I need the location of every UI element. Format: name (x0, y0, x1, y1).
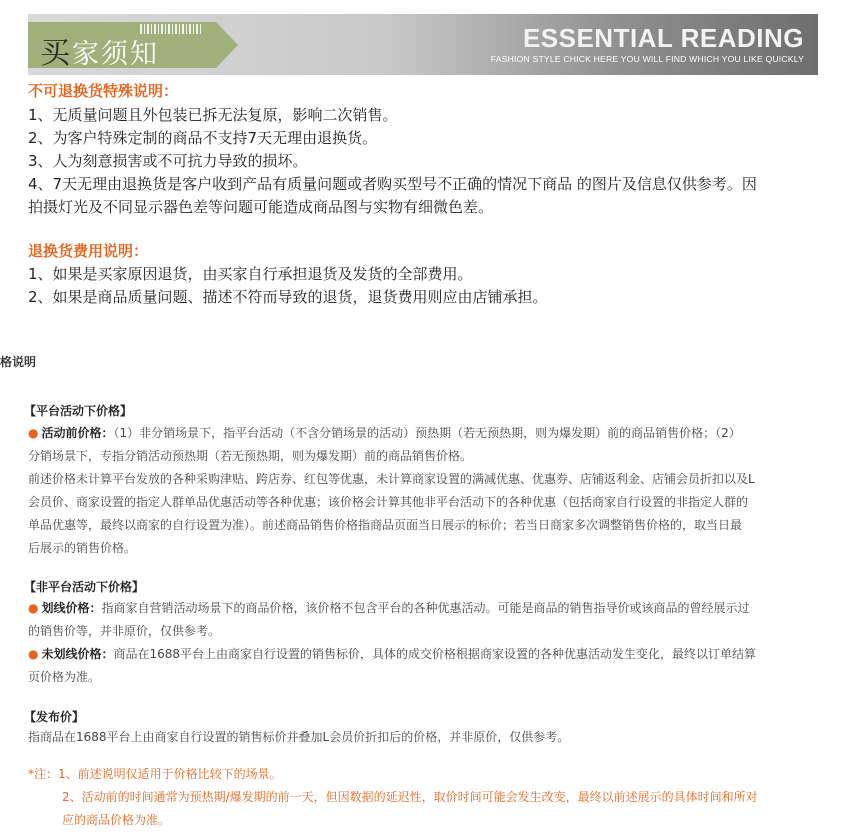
return-policy-item: 2、为客户特殊定制的商品不支持7天无理由退换货。 (28, 129, 378, 147)
platform-desc-line: 会员价、商家设置的指定人群单品优惠活动等各种优惠；该价格会计算其他非平台活动下的各种优惠（包括商家自行设置的非指定人群的 (28, 495, 749, 509)
platform-desc-line: 后展示的销售价格。 (28, 541, 137, 555)
fee-policy-item: 2、如果是商品质量问题、描述不符而导致的退货，退货费用则应由店铺承担。 (28, 288, 548, 306)
non-platform-price-heading: 【非平台活动下价格】 (24, 580, 145, 594)
banner-title: 买家须知 (40, 36, 159, 71)
fee-policy-item: 1、如果是买家原因退货，由买家自行承担退货及发货的全部费用。 (28, 265, 473, 283)
publish-price-text: 指商品在1688平台上由商家自行设置的销售标价并叠加L会员价折扣后的价格，并非原价，仅供参考。 (28, 730, 570, 744)
platform-price-body (28, 422, 820, 560)
return-policy-title: 不可退换货特殊说明： (28, 82, 179, 100)
banner-english-title: ESSENTIAL READING (522, 23, 804, 53)
strike-price-cont: 的销售价等，并非原价，仅供参考。 (28, 624, 221, 638)
publish-price-heading: 【发布价】 (24, 710, 85, 724)
note-line: *注：1、前述说明仅适用于价格比较下的场景。 (28, 767, 282, 781)
note-line: 2、活动前的时间通常为预热期/爆发期的前一天，但因数据的延迟性，取价时间可能会发生改变，最终以前述展示的具体时间和所对 (62, 790, 758, 804)
banner-title-tag (28, 22, 216, 71)
fee-policy-title: 退换货费用说明： (28, 242, 149, 260)
strike-price-line: ● 划线价格：指商家自营销活动场景下的商品价格，该价格不包含平台的各种优惠活动。可能是商品的销售指导价或该商品的曾经展示过 (28, 601, 750, 615)
essential-reading-banner (28, 14, 818, 75)
price-section-heading: 格说明 (0, 355, 37, 369)
platform-desc-line: 前述价格未计算平台发放的各种采购津贴、跨店券、红包等优惠，未计算商家设置的满减优惠、优惠券、店铺返利金、店铺会员折扣以及L (28, 472, 755, 486)
pre-activity-price-cont: 分销场景下，专指分销活动预热期（若无预热期，则为爆发期）前的商品销售价格。 (28, 449, 473, 463)
platform-desc-line: 单品优惠等，最终以商家的自行设置为准）。前述商品销售价格指商品页面当日展示的标价；若当日商家多次调整销售价格的，取当日最 (28, 518, 743, 532)
note-line: 应的商品价格为准。 (62, 813, 171, 827)
banner-english-subtitle: FASHION STYLE CHICK HERE YOU WILL FIND WHICH YOU LIKE QUICKLY (490, 54, 804, 64)
bullet-icon: ● (28, 647, 39, 661)
return-policy-item: 拍摄灯光及不同显示器色差等问题可能造成商品图与实物有细微色差。 (28, 198, 494, 216)
return-policy-item: 3、人为刻意损害或不可抗力导致的损坏。 (28, 152, 308, 170)
platform-price-heading: 【平台活动下价格】 (24, 404, 133, 418)
non-platform-price-body (28, 597, 820, 689)
non-strike-price-cont: 页价格为准。 (28, 670, 101, 684)
pre-activity-price-line: ● 活动前价格：（1）非分销场景下，指平台活动（不含分销场景的活动）预热期（若无预热期，则为爆发期）前的商品销售价格；（2） (28, 426, 741, 440)
non-strike-price-line: ● 未划线价格：商品在1688平台上由商家自行设置的销售标价，具体的成交价格根据商家设置的各种优惠活动发生变化，最终以订单结算 (28, 647, 757, 661)
bullet-icon: ● (28, 426, 39, 440)
return-policy-item: 4、7天无理由退换货是客户收到产品有质量问题或者购买型号不正确的情况下商品 的图片及信息仅供参考。因 (28, 175, 757, 193)
barcode-icon (140, 24, 202, 34)
return-policy-item: 1、无质量问题且外包装已拆无法复原，影响二次销售。 (28, 106, 398, 124)
bullet-icon: ● (28, 601, 39, 615)
